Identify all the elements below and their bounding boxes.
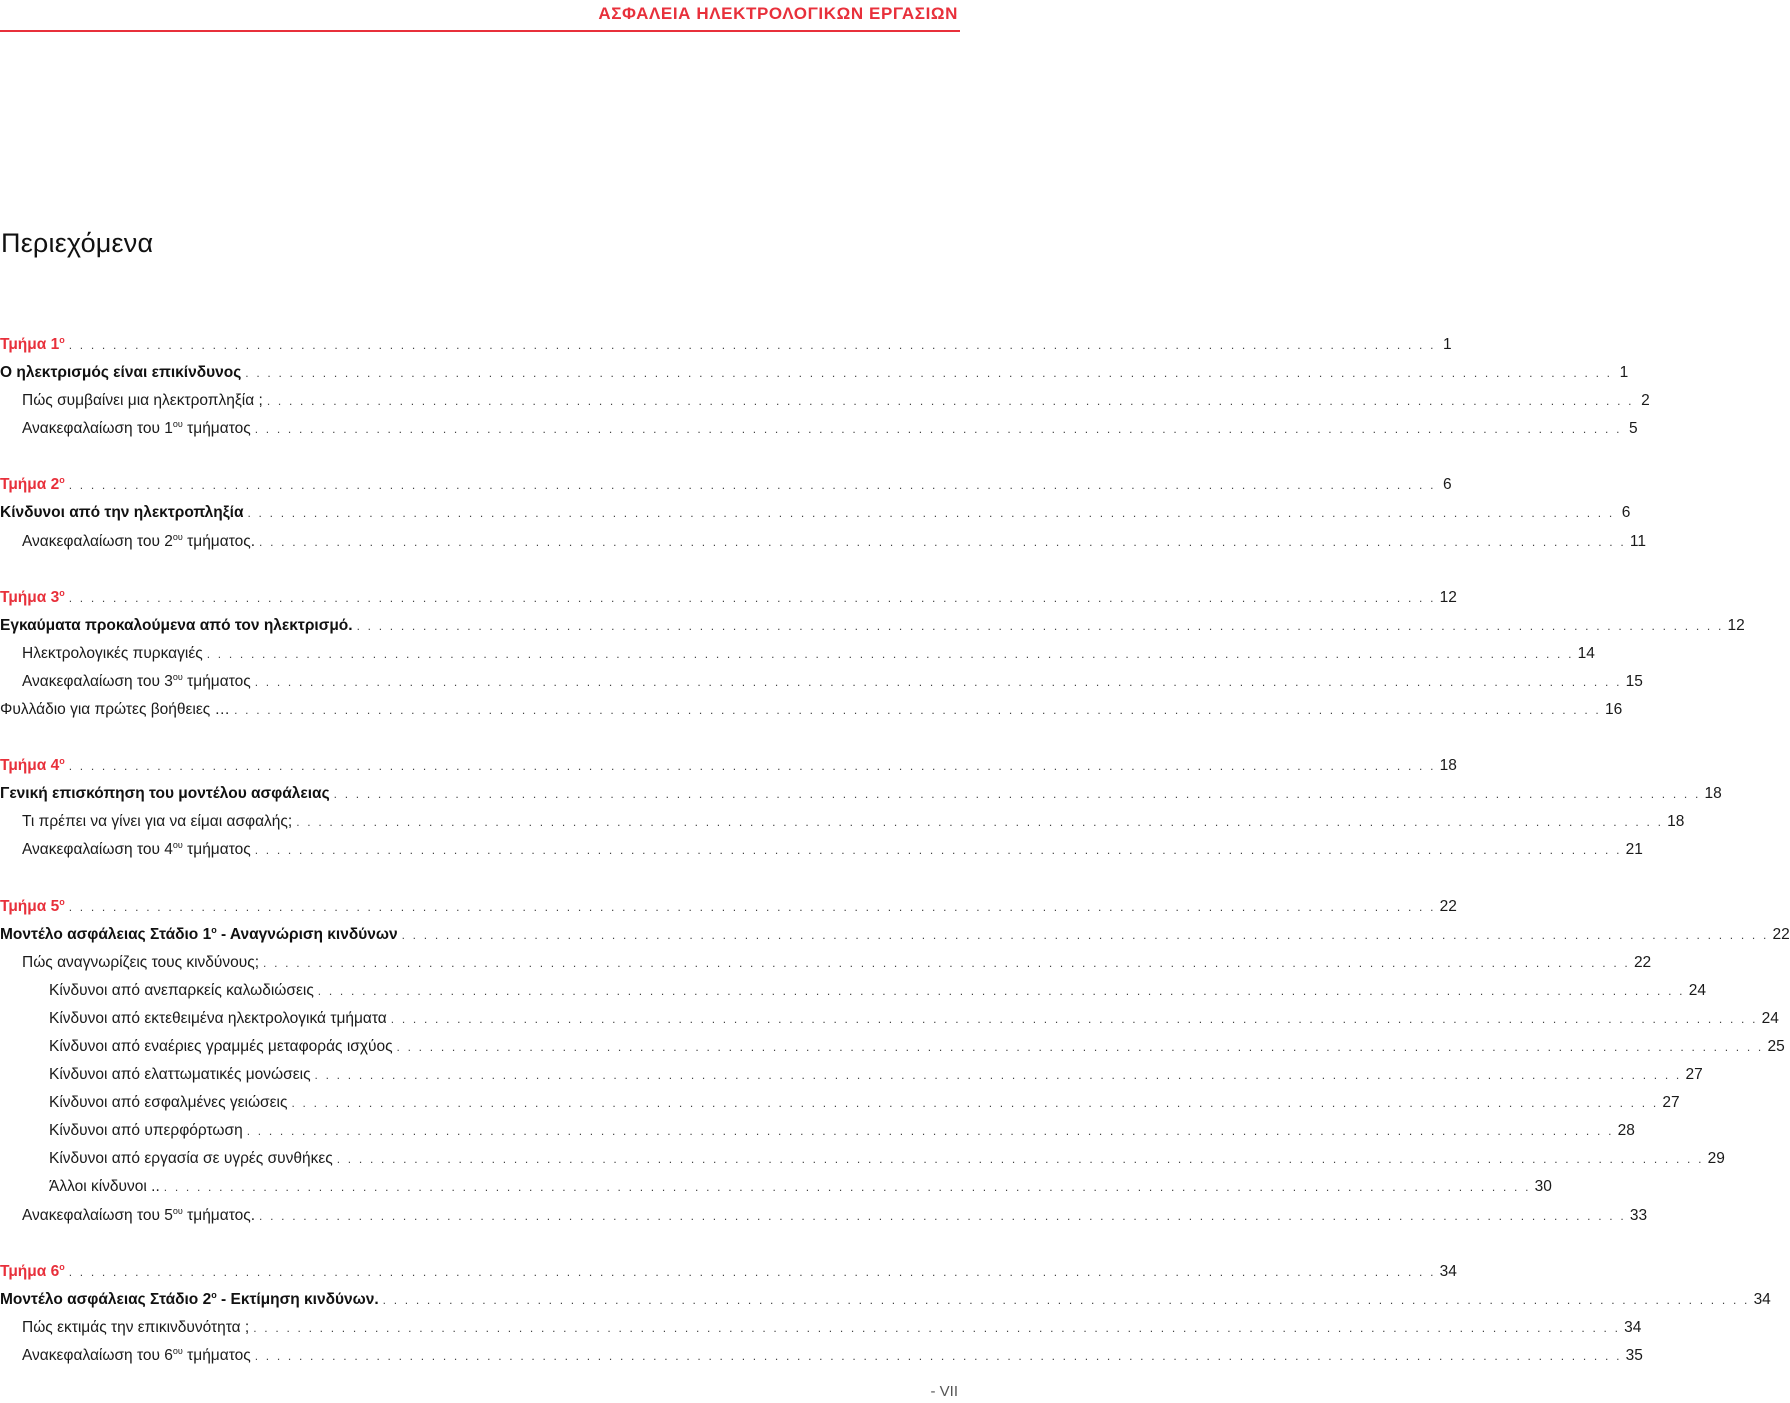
toc-page-number: 34 xyxy=(1624,1318,1642,1336)
toc-entry-label xyxy=(49,1145,333,1173)
toc-entry[interactable] xyxy=(0,836,1643,864)
dot-leader: . . . . . . . . . . . . . . . . . . . . . . . . . . . . . . . . . . . . . . . . . . . . . . . . . . . . . . . . . . . . . . . . . . . . . . . . . . . . . . . . . . . . . . . . . . . . . . . . . . . . . . . . . . . . . . . . . . . . . . . . . . . . xyxy=(68,338,1436,352)
toc-entry-label xyxy=(22,387,263,415)
toc-page-number: 27 xyxy=(1662,1094,1680,1112)
dot-leader: . . . . . . . . . . . . . . . . . . . . . . . . . . . . . . . . . . . . . . . . . . . . . . . . . . . . . . . . . . . . . . . . . . . . . . . . . . . . . . . . . . . . . . . . . . . . . . . . . . . . . . . . . . . . . . . . . . . . . . . . . . . . xyxy=(163,1180,1531,1195)
toc-entry-label xyxy=(22,836,251,864)
toc-entry-title: Κίνδυνοι από εναέριες γραμμές μεταφοράς ισχύος xyxy=(49,1037,393,1055)
toc-entry-title: Τμήμα 6 xyxy=(0,1262,60,1280)
toc-entry-label xyxy=(0,584,65,612)
dot-leader: . . . . . . . . . . . . . . . . . . . . . . . . . . . . . . . . . . . . . . . . . . . . . . . . . . . . . . . . . . . . . . . . . . . . . . . . . . . . . . . . . . . . . . . . . . . . . . . . . . . . . . . . . . . . . . . . . . . . . . . . . . . . xyxy=(247,506,1615,521)
toc-entry-title-suffix: τμήματος xyxy=(182,841,251,859)
dot-leader: . . . . . . . . . . . . . . . . . . . . . . . . . . . . . . . . . . . . . . . . . . . . . . . . . . . . . . . . . . . . . . . . . . . . . . . . . . . . . . . . . . . . . . . . . . . . . . . . . . . . . . . . . . . . . . . . . . . . . . . . . . . . xyxy=(245,366,1613,381)
toc-entry-label xyxy=(22,415,251,443)
toc-entry-title: Τι πρέπει να γίνει για να είμαι ασφαλής; xyxy=(22,813,293,831)
toc-page-number: 12 xyxy=(1439,588,1457,606)
toc-page-number: 21 xyxy=(1625,841,1643,859)
toc-entry-label xyxy=(49,1089,287,1117)
toc-entry-label xyxy=(49,1061,311,1089)
toc-entry-title: Τμήμα 2 xyxy=(0,476,60,494)
toc-page-number: 15 xyxy=(1625,672,1643,690)
ordinal-superscript: ο xyxy=(59,587,65,598)
dot-leader: . . . . . . . . . . . . . . . . . . . . . . . . . . . . . . . . . . . . . . . . . . . . . . . . . . . . . . . . . . . . . . . . . . . . . . . . . . . . . . . . . . . . . . . . . . . . . . . . . . . . . . . . . . . . . . . . . . . . . . . . . . . . xyxy=(336,1152,1704,1167)
dot-leader: . . . . . . . . . . . . . . . . . . . . . . . . . . . . . . . . . . . . . . . . . . . . . . . . . . . . . . . . . . . . . . . . . . . . . . . . . . . . . . . . . . . . . . . . . . . . . . . . . . . . . . . . . . . . . . . . . . . . . . . . . . . . xyxy=(254,1348,1622,1363)
toc-entry[interactable] xyxy=(0,359,1629,387)
toc-entry-title: Φυλλάδιο για πρώτες βοήθειες … xyxy=(0,701,231,719)
toc-entry-label xyxy=(49,1033,393,1061)
toc-entry-title: Ανακεφαλαίωση του 5 xyxy=(22,1206,173,1224)
toc-entry-label xyxy=(0,780,330,808)
toc-entry-label xyxy=(49,1173,160,1201)
toc-entry-title-suffix: τμήματος xyxy=(182,672,251,690)
toc-entry[interactable] xyxy=(0,1145,1725,1173)
toc-page-number: 14 xyxy=(1577,644,1595,662)
toc-entry-label xyxy=(0,471,65,499)
toc-entry[interactable] xyxy=(0,780,1722,808)
toc-entry[interactable] xyxy=(0,696,1623,724)
dot-leader: . . . . . . . . . . . . . . . . . . . . . . . . . . . . . . . . . . . . . . . . . . . . . . . . . . . . . . . . . . . . . . . . . . . . . . . . . . . . . . . . . . . . . . . . . . . . . . . . . . . . . . . . . . . . . . . . . . . . . . . . . . . . xyxy=(259,1208,1626,1223)
toc-page-number: 6 xyxy=(1621,504,1631,522)
toc-entry-title: Ηλεκτρολογικές πυρκαγιές xyxy=(22,644,203,662)
toc-entry-title: Κίνδυνοι από ανεπαρκείς καλωδιώσεις xyxy=(49,981,314,999)
dot-leader: . . . . . . . . . . . . . . . . . . . . . . . . . . . . . . . . . . . . . . . . . . . . . . . . . . . . . . . . . . . . . . . . . . . . . . . . . . . . . . . . . . . . . . . . . . . . . . . . . . . . . . . . . . . . . . . . . . . . . . . . . . . . xyxy=(253,1320,1621,1335)
toc-entry-title-suffix: τμήματος. xyxy=(182,1206,255,1224)
toc-entry-label xyxy=(49,1005,387,1033)
toc-entry-label xyxy=(22,640,203,668)
toc-entry[interactable] xyxy=(0,640,1595,668)
ordinal-superscript: ο xyxy=(59,475,65,486)
table-of-contents xyxy=(0,331,1790,1370)
toc-entry-label xyxy=(22,808,292,836)
dot-leader: . . . . . . . . . . . . . . . . . . . . . . . . . . . . . . . . . . . . . . . . . . . . . . . . . . . . . . . . . . . . . . . . . . . . . . . . . . . . . . . . . . . . . . . . . . . . . . . . . . . . . . . . . . . . . . . . . . . . . . . . . . . . xyxy=(254,843,1622,858)
dot-leader: . . . . . . . . . . . . . . . . . . . . . . . . . . . . . . . . . . . . . . . . . . . . . . . . . . . . . . . . . . . . . . . . . . . . . . . . . . . . . . . . . . . . . . . . . . . . . . . . . . . . . . . . . . . . . . . . . . . . . . . . . . . . xyxy=(390,1011,1758,1026)
toc-page-number: 22 xyxy=(1633,953,1652,971)
toc-entry[interactable] xyxy=(0,977,1706,1005)
toc-page-number: 35 xyxy=(1625,1346,1643,1364)
toc-entry-title: Πώς εκτιμάς την επικινδυνότητα ; xyxy=(22,1318,250,1336)
toc-entry[interactable] xyxy=(0,668,1643,696)
toc-entry-title-suffix: τμήματος xyxy=(182,1346,251,1364)
toc-entry-label xyxy=(49,1117,243,1145)
toc-entry[interactable] xyxy=(0,1258,1457,1286)
ordinal-superscript: ου xyxy=(172,419,183,430)
toc-page-number: 18 xyxy=(1667,813,1685,831)
dot-leader: . . . . . . . . . . . . . . . . . . . . . . . . . . . . . . . . . . . . . . . . . . . . . . . . . . . . . . . . . . . . . . . . . . . . . . . . . . . . . . . . . . . . . . . . . . . . . . . . . . . . . . . . . . . . . . . . . . . . . . . . . . . . xyxy=(291,1096,1659,1111)
toc-entry[interactable] xyxy=(0,1286,1771,1314)
toc-entry-label xyxy=(0,696,230,724)
dot-leader: . . . . . . . . . . . . . . . . . . . . . . . . . . . . . . . . . . . . . . . . . . . . . . . . . . . . . . . . . . . . . . . . . . . . . . . . . . . . . . . . . . . . . . . . . . . . . . . . . . . . . . . . . . . . . . . . . . . . . . . . . . . . xyxy=(206,646,1574,661)
toc-page-number: 5 xyxy=(1628,420,1638,438)
toc-entry[interactable] xyxy=(0,1314,1642,1342)
toc-entry-label xyxy=(49,977,314,1005)
toc-entry-label xyxy=(0,612,353,640)
toc-page-number: 16 xyxy=(1604,701,1623,719)
toc-entry-title: Ανακεφαλαίωση του 6 xyxy=(22,1346,173,1364)
toc-page-number: 22 xyxy=(1772,925,1790,943)
dot-leader: . . . . . . . . . . . . . . . . . . . . . . . . . . . . . . . . . . . . . . . . . . . . . . . . . . . . . . . . . . . . . . . . . . . . . . . . . . . . . . . . . . . . . . . . . . . . . . . . . . . . . . . . . . . . . . . . . . . . . . . . . . . . xyxy=(314,1068,1682,1083)
toc-page-number: 29 xyxy=(1707,1150,1725,1168)
toc-entry-label xyxy=(0,331,65,359)
toc-entry-label xyxy=(22,668,251,696)
toc-entry-title: Πώς συμβαίνει μια ηλεκτροπληξία ; xyxy=(22,392,263,410)
toc-page-number: 12 xyxy=(1727,616,1745,634)
toc-entry-title: Μοντέλο ασφάλειας Στάδιο 1 xyxy=(0,925,212,943)
toc-page-number: 1 xyxy=(1619,364,1629,382)
toc-entry-label xyxy=(0,1258,65,1286)
toc-entry[interactable] xyxy=(0,1202,1648,1230)
toc-entry-title: Πώς αναγνωρίζεις τους κινδύνους; xyxy=(22,953,260,971)
ordinal-superscript: ου xyxy=(172,531,183,542)
toc-page-number: 27 xyxy=(1685,1066,1703,1084)
toc-page-number: 30 xyxy=(1534,1178,1552,1196)
dot-leader: . . . . . . . . . . . . . . . . . . . . . . . . . . . . . . . . . . . . . . . . . . . . . . . . . . . . . . . . . . . . . . . . . . . . . . . . . . . . . . . . . . . . . . . . . . . . . . . . . . . . . . . . . . . . . . . . . . . . . . . . . . . . xyxy=(396,1039,1764,1054)
toc-entry[interactable] xyxy=(0,331,1452,359)
toc-page-number: 28 xyxy=(1617,1122,1635,1140)
toc-page-number: 34 xyxy=(1439,1262,1457,1280)
toc-entry-title: Τμήμα 1 xyxy=(0,336,60,353)
toc-page-number: 18 xyxy=(1704,785,1722,803)
toc-entry-title: Ανακεφαλαίωση του 3 xyxy=(22,672,173,690)
ordinal-superscript: ου xyxy=(172,840,183,851)
toc-entry[interactable] xyxy=(0,387,1650,415)
toc-entry-title-suffix: τμήματος xyxy=(182,420,251,438)
toc-page-number: 24 xyxy=(1688,981,1706,999)
toc-entry[interactable] xyxy=(0,584,1457,612)
toc-entry-title-suffix: - Εκτίμηση κινδύνων. xyxy=(216,1290,379,1308)
toc-entry[interactable] xyxy=(0,808,1685,836)
toc-entry[interactable] xyxy=(0,1342,1643,1370)
toc-entry[interactable] xyxy=(0,752,1457,780)
toc-entry[interactable] xyxy=(0,1173,1552,1201)
running-header: ΑΣΦΑΛΕΙΑ ΗΛΕΚΤΡΟΛΟΓΙΚΩΝ ΕΡΓΑΣΙΩΝ xyxy=(598,4,958,23)
toc-entry-title: Άλλοι κίνδυνοι .. xyxy=(49,1178,160,1196)
toc-entry-label xyxy=(22,1342,251,1370)
header-divider xyxy=(0,30,960,32)
toc-entry-title: Κίνδυνοι από εργασία σε υγρές συνθήκες xyxy=(49,1150,333,1168)
toc-entry-title: Ανακεφαλαίωση του 4 xyxy=(22,841,173,859)
toc-entry-title: Ανακεφαλαίωση του 1 xyxy=(22,420,173,438)
dot-leader: . . . . . . . . . . . . . . . . . . . . . . . . . . . . . . . . . . . . . . . . . . . . . . . . . . . . . . . . . . . . . . . . . . . . . . . . . . . . . . . . . . . . . . . . . . . . . . . . . . . . . . . . . . . . . . . . . . . . . . . . . . . . xyxy=(68,1264,1436,1279)
toc-entry[interactable] xyxy=(0,1005,1779,1033)
dot-leader: . . . . . . . . . . . . . . . . . . . . . . . . . . . . . . . . . . . . . . . . . . . . . . . . . . . . . . . . . . . . . . . . . . . . . . . . . . . . . . . . . . . . . . . . . . . . . . . . . . . . . . . . . . . . . . . . . . . . . . . . . . . . xyxy=(246,1124,1614,1139)
dot-leader: . . . . . . . . . . . . . . . . . . . . . . . . . . . . . . . . . . . . . . . . . . . . . . . . . . . . . . . . . . . . . . . . . . . . . . . . . . . . . . . . . . . . . . . . . . . . . . . . . . . . . . . . . . . . . . . . . . . . . . . . . . . . xyxy=(68,590,1436,605)
dot-leader: . . . . . . . . . . . . . . . . . . . . . . . . . . . . . . . . . . . . . . . . . . . . . . . . . . . . . . . . . . . . . . . . . . . . . . . . . . . . . . . . . . . . . . . . . . . . . . . . . . . . . . . . . . . . . . . . . . . . . . . . . . . . xyxy=(382,1292,1750,1307)
page-title: Περιεχόμενα xyxy=(1,228,154,258)
ordinal-superscript: ου xyxy=(172,1345,183,1356)
toc-entry-title: Κίνδυνοι από εκτεθειμένα ηλεκτρολογικά τμήματα xyxy=(49,1009,387,1027)
ordinal-superscript: ο xyxy=(211,1289,217,1300)
toc-entry-label xyxy=(22,1314,249,1342)
toc-entry[interactable] xyxy=(0,893,1457,921)
ordinal-superscript: ο xyxy=(211,924,217,935)
dot-leader: . . . . . . . . . . . . . . . . . . . . . . . . . . . . . . . . . . . . . . . . . . . . . . . . . . . . . . . . . . . . . . . . . . . . . . . . . . . . . . . . . . . . . . . . . . . . . . . . . . . . . . . . . . . . . . . . . . . . . . . . . . . . xyxy=(356,618,1724,633)
toc-entry-label xyxy=(0,921,398,949)
toc-entry[interactable] xyxy=(0,1033,1785,1061)
page-number: - VII xyxy=(930,1383,958,1400)
toc-entry-label xyxy=(0,893,65,921)
toc-entry[interactable] xyxy=(0,528,1646,556)
toc-page-number: 24 xyxy=(1761,1009,1779,1027)
dot-leader: . . . . . . . . . . . . . . . . . . . . . . . . . . . . . . . . . . . . . . . . . . . . . . . . . . . . . . . . . . . . . . . . . . . . . . . . . . . . . . . . . . . . . . . . . . . . . . . . . . . . . . . . . . . . . . . . . . . . . . . . . . . . xyxy=(68,759,1436,774)
dot-leader: . . . . . . . . . . . . . . . . . . . . . . . . . . . . . . . . . . . . . . . . . . . . . . . . . . . . . . . . . . . . . . . . . . . . . . . . . . . . . . . . . . . . . . . . . . . . . . . . . . . . . . . . . . . . . . . . . . . . . . . . . . . . xyxy=(317,983,1685,998)
toc-page-number: 2 xyxy=(1641,392,1650,410)
toc-entry-title-suffix: τμήματος. xyxy=(182,532,255,550)
toc-page-number: 1 xyxy=(1443,336,1452,353)
toc-page-number: 11 xyxy=(1629,532,1646,550)
dot-leader: . . . . . . . . . . . . . . . . . . . . . . . . . . . . . . . . . . . . . . . . . . . . . . . . . . . . . . . . . . . . . . . . . . . . . . . . . . . . . . . . . . . . . . . . . . . . . . . . . . . . . . . . . . . . . . . . . . . . . . . . . . . . xyxy=(263,955,1630,970)
ordinal-superscript: ο xyxy=(59,334,65,345)
dot-leader: . . . . . . . . . . . . . . . . . . . . . . . . . . . . . . . . . . . . . . . . . . . . . . . . . . . . . . . . . . . . . . . . . . . . . . . . . . . . . . . . . . . . . . . . . . . . . . . . . . . . . . . . . . . . . . . . . . . . . . . . . . . . xyxy=(234,703,1601,718)
toc-entry-title: Εγκαύματα προκαλούμενα από τον ηλεκτρισμό. xyxy=(0,616,353,634)
dot-leader: . . . . . . . . . . . . . . . . . . . . . . . . . . . . . . . . . . . . . . . . . . . . . . . . . . . . . . . . . . . . . . . . . . . . . . . . . . . . . . . . . . . . . . . . . . . . . . . . . . . . . . . . . . . . . . . . . . . . . . . . . . . . xyxy=(254,422,1622,437)
toc-entry-title: Κίνδυνοι από εσφαλμένες γειώσεις xyxy=(49,1094,288,1112)
toc-entry-label xyxy=(0,359,241,387)
toc-entry-label xyxy=(22,949,259,977)
toc-page-number: 25 xyxy=(1767,1037,1785,1055)
toc-entry-label xyxy=(22,1202,255,1230)
toc-entry[interactable] xyxy=(0,612,1745,640)
dot-leader: . . . . . . . . . . . . . . . . . . . . . . . . . . . . . . . . . . . . . . . . . . . . . . . . . . . . . . . . . . . . . . . . . . . . . . . . . . . . . . . . . . . . . . . . . . . . . . . . . . . . . . . . . . . . . . . . . . . . . . . . . . . . xyxy=(68,899,1436,914)
toc-page-number: 33 xyxy=(1629,1206,1648,1224)
ordinal-superscript: ο xyxy=(59,1261,65,1272)
toc-entry[interactable] xyxy=(0,1061,1703,1089)
toc-entry[interactable] xyxy=(0,1117,1635,1145)
toc-entry-title: Κίνδυνοι από ελαττωματικές μονώσεις xyxy=(49,1066,311,1084)
toc-entry-label xyxy=(0,752,65,780)
toc-entry-title: Κίνδυνοι από υπερφόρτωση xyxy=(49,1122,243,1140)
toc-page-number: 34 xyxy=(1753,1290,1771,1308)
dot-leader: . . . . . . . . . . . . . . . . . . . . . . . . . . . . . . . . . . . . . . . . . . . . . . . . . . . . . . . . . . . . . . . . . . . . . . . . . . . . . . . . . . . . . . . . . . . . . . . . . . . . . . . . . . . . . . . . . . . . . . . . . . . . xyxy=(259,534,1626,549)
dot-leader: . . . . . . . . . . . . . . . . . . . . . . . . . . . . . . . . . . . . . . . . . . . . . . . . . . . . . . . . . . . . . . . . . . . . . . . . . . . . . . . . . . . . . . . . . . . . . . . . . . . . . . . . . . . . . . . . . . . . . . . . . . . . xyxy=(333,787,1701,802)
toc-entry[interactable] xyxy=(0,471,1452,499)
dot-leader: . . . . . . . . . . . . . . . . . . . . . . . . . . . . . . . . . . . . . . . . . . . . . . . . . . . . . . . . . . . . . . . . . . . . . . . . . . . . . . . . . . . . . . . . . . . . . . . . . . . . . . . . . . . . . . . . . . . . . . . . . . . . xyxy=(68,478,1436,493)
toc-entry-title: Κίνδυνοι από την ηλεκτροπληξία xyxy=(0,504,244,522)
toc-entry-title-suffix: - Αναγνώριση κινδύνων xyxy=(216,925,398,943)
toc-entry-title: Μοντέλο ασφάλειας Στάδιο 2 xyxy=(0,1290,212,1308)
toc-entry[interactable] xyxy=(0,499,1631,527)
ordinal-superscript: ου xyxy=(172,1205,183,1216)
toc-entry-label xyxy=(0,1286,379,1314)
toc-entry-title: Ο ηλεκτρισμός είναι επικίνδυνος xyxy=(0,364,242,382)
toc-entry[interactable] xyxy=(0,415,1638,443)
toc-entry-title: Τμήμα 5 xyxy=(0,897,60,915)
dot-leader: . . . . . . . . . . . . . . . . . . . . . . . . . . . . . . . . . . . . . . . . . . . . . . . . . . . . . . . . . . . . . . . . . . . . . . . . . . . . . . . . . . . . . . . . . . . . . . . . . . . . . . . . . . . . . . . . . . . . . . . . . . . . xyxy=(254,674,1622,689)
toc-page-number: 6 xyxy=(1443,476,1452,494)
toc-entry[interactable] xyxy=(0,1089,1680,1117)
toc-entry[interactable] xyxy=(0,949,1652,977)
toc-entry-label xyxy=(0,499,243,527)
toc-entry-title: Τμήμα 3 xyxy=(0,588,60,606)
ordinal-superscript: ου xyxy=(172,671,183,682)
toc-page-number: 18 xyxy=(1439,757,1457,775)
toc-entry-label xyxy=(22,528,255,556)
toc-entry-title: Ανακεφαλαίωση του 2 xyxy=(22,532,173,550)
toc-entry-title: Τμήμα 4 xyxy=(0,757,60,775)
dot-leader: . . . . . . . . . . . . . . . . . . . . . . . . . . . . . . . . . . . . . . . . . . . . . . . . . . . . . . . . . . . . . . . . . . . . . . . . . . . . . . . . . . . . . . . . . . . . . . . . . . . . . . . . . . . . . . . . . . . . . . . . . . . . xyxy=(266,394,1634,409)
dot-leader: . . . . . . . . . . . . . . . . . . . . . . . . . . . . . . . . . . . . . . . . . . . . . . . . . . . . . . . . . . . . . . . . . . . . . . . . . . . . . . . . . . . . . . . . . . . . . . . . . . . . . . . . . . . . . . . . . . . . . . . . . . . . xyxy=(401,927,1769,942)
ordinal-superscript: ο xyxy=(59,896,65,907)
toc-entry-title: Γενική επισκόπηση του μοντέλου ασφάλειας xyxy=(0,785,330,803)
toc-entry[interactable] xyxy=(0,921,1790,949)
dot-leader: . . . . . . . . . . . . . . . . . . . . . . . . . . . . . . . . . . . . . . . . . . . . . . . . . . . . . . . . . . . . . . . . . . . . . . . . . . . . . . . . . . . . . . . . . . . . . . . . . . . . . . . . . . . . . . . . . . . . . . . . . . . . xyxy=(296,815,1664,830)
toc-page-number: 22 xyxy=(1439,897,1457,915)
ordinal-superscript: ο xyxy=(59,755,65,766)
